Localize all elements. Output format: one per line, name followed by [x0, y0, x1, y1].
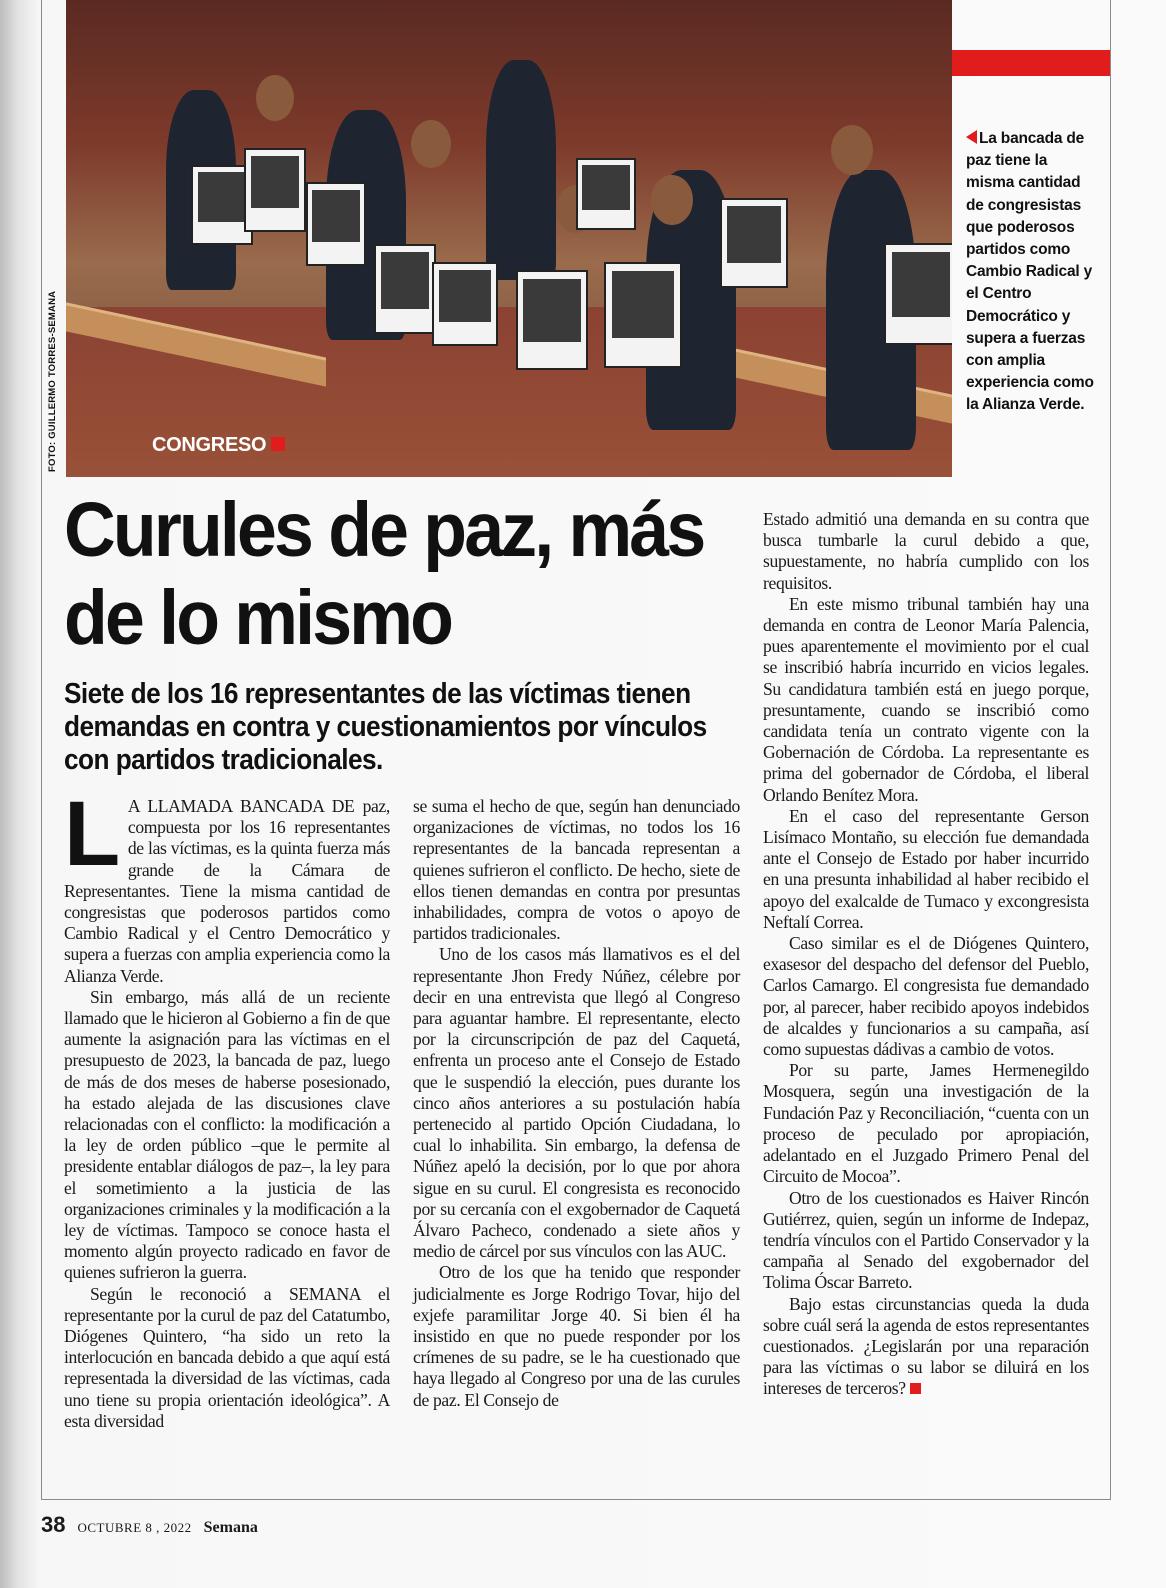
photo-head [411, 120, 451, 168]
red-accent-bar [952, 50, 1110, 76]
subheadline: Siete de los 16 representantes de las víctimas tienen demandas en contra y cuestionamientos por vínculos con partidos tradicionales. [64, 678, 707, 776]
article-paragraph: Caso similar es el de Diógenes Quintero, exasesor del despacho del defensor del Pueblo, Carlos Camargo. El congresista fue demandado por, al parecer, haber recibido apoyos indebidos de alcaldes y funcionarios a su campaña, así como supuestas dádivas a cambio de votos. [763, 933, 1089, 1060]
article-paragraph: Uno de los casos más llamativos es el del representante Jhon Fredy Núñez, célebre por decir en una entrevista que llegó al Congreso para aguantar hambre. El representante, electo por la circunscripción de paz del Caquetá, enfrenta un proceso ante el Consejo de Estado que le suspendió la elección, pues durante los cinco años anteriores a su postulación había pertenecido al partido Opción Ciudadana, lo cual lo inhabilita. Sin embargo, la defensa de Núñez apeló la decisión, por lo que por ahora sigue en su curul. El congresista es reconocido por su cercanía con el exgobernador de Caquetá Álvaro Pacheco, condenado a siete años y medio de cárcel por sus vínculos con las AUC. [413, 944, 740, 1262]
photo-caption: La bancada de paz tiene la misma cantidad de congresistas que poderosos partidos como Cambio Radical y el Centro Democrático y supera a fuerzas con amplia experiencia como la Alianza Verde. [966, 130, 1094, 414]
article-paragraph: Otro de los cuestionados es Haiver Rincón Gutiérrez, quien, según un informe de Indepaz, tendría vínculos con el Partido Conservador y la campaña al Senado del exgobernador del Tolima Óscar Barreto. [763, 1187, 1089, 1293]
caption-pointer-icon [966, 130, 977, 144]
article-paragraph: Según le reconoció a SEMANA el representante por la curul de paz del Catatumbo, Diógenes Quintero, “ha sido un reto la interlocución en bancada debido a que aquí está representada la diversidad de las víctimas, cada uno tiene su propia orientación ideológica”. A esta diversidad [64, 1283, 390, 1431]
article-paragraph: Por su parte, James Hermenegildo Mosquera, según una investigación de la Fundación Paz y Reconciliación, “cuenta con un proceso de peculado por apropiación, adelantado en el Juzgado Primero Penal del Circuito de Mocoa”. [763, 1060, 1089, 1187]
victim-portrait-sign [432, 262, 498, 346]
article-paragraph: En el caso del representante Gerson Lisímaco Montaño, su elección fue demandada ante el Consejo de Estado por haber incurrido en una presunta inhabilidad al haber recibido el apoyo del exalcalde de Tumaco y excongresista Neftalí Correa. [763, 805, 1089, 932]
end-mark-icon [910, 1383, 921, 1394]
congress-photo [66, 0, 952, 477]
photo-head [256, 75, 294, 121]
photo-head [651, 175, 693, 225]
article-column-1 [64, 783, 390, 1432]
issue-date: OCTUBRE 8 , 2022 [77, 1520, 192, 1535]
victim-portrait-sign [244, 148, 306, 232]
article-paragraph: Otro de los que ha tenido que responder judicialmente es Jorge Rodrigo Tovar, hijo del exjefe paramilitar Jorge 40. Si bien él ha insistido en que no puede responder por los crímenes de su padre, se le ha cuestionado que haya llegado al Congreso por una de las curules de paz. El Consejo de [413, 1262, 740, 1410]
photo-person [486, 60, 556, 280]
article-paragraph: se suma el hecho de que, según han denunciado organizaciones de víctimas, no todos los 16 representantes de la bancada representan a quienes sufrieron el conflicto. De hecho, siete de ellos tienen demandas en contra por presuntas inhabilidades, compra de votos o apoyo de partidos tradicionales. [413, 796, 740, 944]
victim-portrait-sign [576, 158, 636, 230]
article-column-2 [413, 796, 740, 1411]
victim-portrait-sign [306, 182, 366, 266]
article-column-3 [763, 509, 1089, 1400]
victim-portrait-sign [516, 270, 588, 370]
magazine-name: Semana [203, 1519, 258, 1536]
article-paragraph: Sin embargo, más allá de un reciente llamado que le hicieron al Gobierno a fin de que aumente la asignación para las víctimas en el presupuesto de 2023, la bancada de paz, luego de más de dos meses de haberse posesionado, ha estado alejada de las discusiones clave relacionadas con el conflicto: la modificación a la ley de orden público –que le permite al presidente entablar diálogos de paz–, la ley para el sometimiento a la justicia de las organizaciones criminales y la modificación a la ley de víctimas. Tampoco se conoce hasta el momento algún proyecto radicado en favor de quienes sufrieron la guerra. [64, 986, 390, 1283]
article-paragraph: Bajo estas circunstancias queda la duda sobre cuál será la agenda de estos representantes cuestionados. ¿Legislarán por una reparación para las víctimas o su labor se diluirá en los intereses de terceros? [763, 1293, 1089, 1399]
victim-portrait-sign [884, 243, 952, 345]
headline: Curules de paz, más de lo mismo [64, 487, 704, 661]
red-square-icon [271, 437, 285, 451]
victim-portrait-sign [604, 262, 682, 368]
victim-portrait-sign [374, 244, 436, 334]
photo-credit: FOTO: GUILLERMO TORRES-SEMANA [47, 290, 58, 472]
victim-portrait-sign [720, 198, 788, 288]
page-number: 38 [41, 1512, 66, 1537]
article-paragraph: En este mismo tribunal también hay una demanda en contra de Leonor María Palencia, pues aparentemente el movimiento por el cual se inscribió habría incurrido en vicios legales. Su candidatura también está en juego porque, presuntamente, cuando se inscribió como candidata tenía un contrato vigente con la Gobernación de Córdoba. La representante es prima del gobernador de Córdoba, el liberal Orlando Benítez Mora. [763, 593, 1089, 805]
drop-cap: L [64, 783, 120, 885]
article-paragraph: Estado admitió una demanda en su contra que busca tumbarle la curul debido a que, supuestamente, no habría cumplido con los requisitos. [763, 509, 1089, 593]
page-footer [41, 1512, 258, 1538]
article-paragraph: L A LLAMADA BANCADA DE paz, compuesta por los 16 representantes de las víctimas, es la quinta fuerza más grande de la Cámara de Representantes. Tiene la misma cantidad de congresistas que poderosos partidos como Cambio Radical y el Centro Democrático y supera a fuerzas con amplia experiencia como la Alianza Verde. [64, 783, 390, 986]
section-label: CONGRESO [152, 434, 285, 457]
photo-head [831, 125, 873, 175]
